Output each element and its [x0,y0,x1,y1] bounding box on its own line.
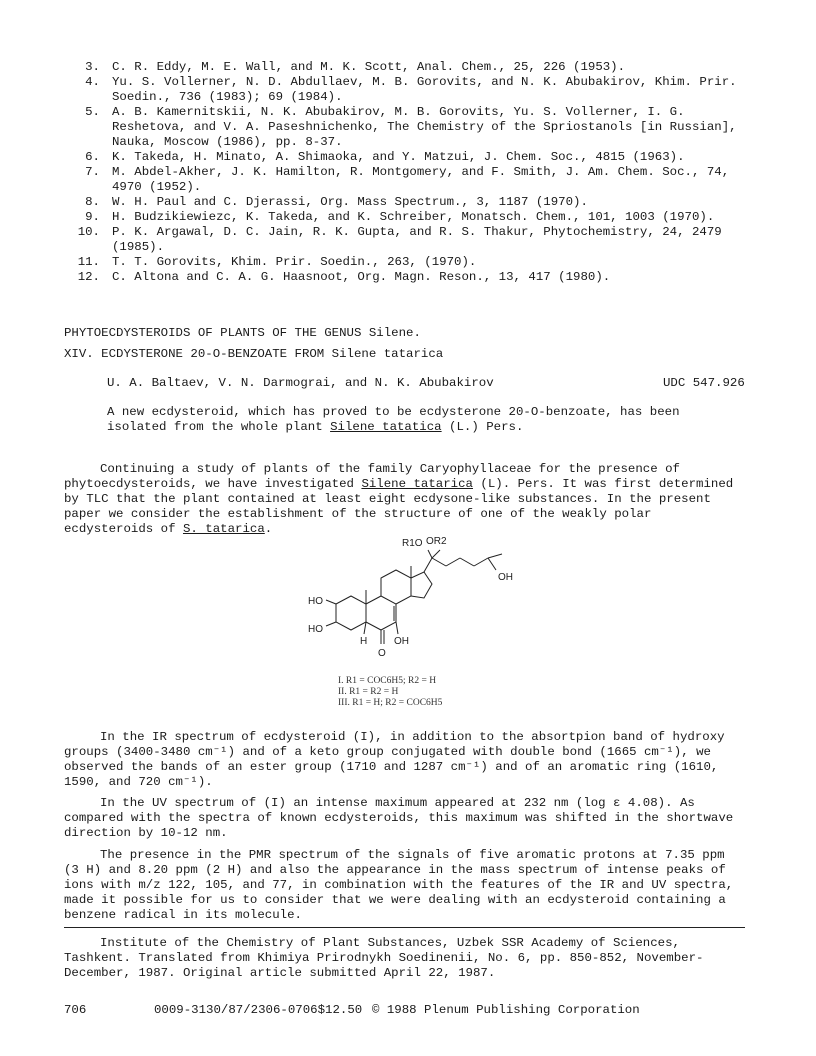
pmr-paragraph: The presence in the PMR spectrum of the signals of five aromatic protons at 7.35 ppm (3 H) and 8.20 ppm (2 H) and also the appearance in the mass spectrum of intense peaks of ions with m/z 122, 105, and 77, in combination with the features of the IR and UV spectra, made it possible for us to consider that we were dealing with an ecdysteroid containing a benzene radical in its molecule. [64,848,734,922]
reference-number: 7. [85,165,100,179]
structure-bonds [326,550,502,644]
ir-paragraph: In the IR spectrum of ecdysteroid (I), in addition to the absortpion band of hydroxy groups (3400-3480 cm⁻¹) and of a keto group conjugated with double bond (1665 cm⁻¹), we observed the bands of an ester group (1710 and 1287 cm⁻¹) and of an aromatic ring (1610, 1590, and 720 cm⁻¹). [64,730,725,789]
reference-item [64,255,754,270]
reference-item [64,225,754,255]
abstract [107,405,723,435]
reference-number: 4. [85,75,100,89]
article-title-line2: XIV. ECDYSTERONE 20-O-BENZOATE FROM Silene tatarica [64,347,444,361]
intro-text-end: . [264,522,273,536]
structure-label-r1o: R1O [402,538,423,549]
copyright: © 1988 Plenum Publishing Corporation [372,1003,640,1017]
abstract-text-end: (L.) Pers. [441,420,524,434]
intro-species-short: S. tatarica [182,522,265,536]
legend-line: I. R1 = COC6H5; R2 = H [338,676,437,686]
reference-text: Yu. S. Vollerner, N. D. Abdullaev, M. B. Gorovits, and N. K. Abubakirov, Khim. Prir. Soedin., 736 (1983); 69 (1984). [112,75,737,104]
reference-number: 12. [77,270,100,284]
reference-text: W. H. Paul and C. Djerassi, Org. Mass Spectrum., 3, 1187 (1970). [112,195,588,209]
reference-number: 8. [85,195,100,209]
structure-label-or2: OR2 [426,536,447,547]
uv-paragraph: In the UV spectrum of (I) an intense maximum appeared at 232 nm (log ε 4.08). As compared with the spectra of known ecdysteroids, this maximum was shifted in the shortwave direction by 10-12 nm. [64,796,734,840]
intro-paragraph [64,462,744,537]
structure-label-o: O [378,648,386,659]
reference-number: 10. [77,225,100,239]
footnote-divider [64,927,745,928]
legend-line: II. R1 = R2 = H [338,687,399,697]
reference-text: K. Takeda, H. Minato, A. Shimaoka, and Y. Matzui, J. Chem. Soc., 4815 (1963). [112,150,685,164]
reference-number: 5. [85,105,100,119]
reference-text: H. Budzikiewiezc, K. Takeda, and K. Schreiber, Monatsch. Chem., 101, 1003 (1970). [112,210,715,224]
reference-number: 6. [85,150,100,164]
structure-label-ho-2: HO [308,596,323,607]
abstract-text-start: A new ecdysteroid, which has proved to be ecdysterone 20-O-benzoate, has been isolated from the whole plant [107,405,680,434]
intro-text-middle: (L). Pers. It was first determined by TLC that the plant contained at least eight ecdysone-like substances. In the present paper we consider the establishment of the structure of one of the weakly polar ecdysteroids of [64,477,734,536]
reference-text: C. R. Eddy, M. E. Wall, and M. K. Scott, Anal. Chem., 25, 226 (1953). [112,60,626,74]
legend-line: III. R1 = H; R2 = COC6H5 [338,698,443,708]
structure-legend [338,676,442,709]
reference-number: 9. [85,210,100,224]
reference-text: T. T. Gorovits, Khim. Prir. Soedin., 263, (1970). [112,255,477,269]
reference-number: 11. [77,255,100,269]
reference-item [64,75,754,105]
article-code: 0009-3130/87/2306-0706$12.50 [154,1003,363,1017]
abstract-species-name: Silene tatatica [330,420,442,434]
reference-list [64,60,754,285]
reference-item [64,150,754,165]
reference-item [64,105,754,150]
reference-text: A. B. Kamernitskii, N. K. Abubakirov, M. B. Gorovits, Yu. S. Vollerner, I. G. Reshetova, and V. A. Paseshnichenko, The Chemistry of the Spriostanols [in Russian], Nauka, Moscow (1986), pp. 8-37. [112,105,737,149]
reference-text: P. K. Argawal, D. C. Jain, R. K. Gupta, and R. S. Thakur, Phytochemistry, 24, 2479 (1985). [112,225,722,254]
structure-label-oh-14: OH [394,636,409,647]
reference-number: 3. [85,60,100,74]
intro-species-name: Silene tatarica [361,477,473,491]
structure-label-ho-3: HO [308,624,323,635]
intro-text-start: Continuing a study of plants of the family Caryophyllaceae for the presence of phytoecdysteroids, we have investigated [64,462,680,491]
article-title-line1: PHYTOECDYSTEROIDS OF PLANTS OF THE GENUS Silene. [64,326,421,340]
article-authors: U. A. Baltaev, V. N. Darmograi, and N. K. Abubakirov [107,376,494,390]
udc-code: UDC 547.926 [663,376,745,390]
page-number: 706 [64,1003,87,1017]
reference-item [64,270,754,285]
structure-label-oh-side: OH [498,572,513,583]
structure-label-h: H [360,636,368,647]
footnote: Institute of the Chemistry of Plant Substances, Uzbek SSR Academy of Sciences, Tashkent. Translated from Khimiya Prirodnykh Soedinenii, No. 6, pp. 850-852, November-December, 1987. Original article submitted April 22, 1987. [64,936,704,980]
reference-item [64,60,754,75]
reference-item [64,165,754,195]
reference-text: M. Abdel-Akher, J. K. Hamilton, R. Montgomery, and F. Smith, J. Am. Chem. Soc., 74, 4970 (1952). [112,165,730,194]
reference-item [64,195,754,210]
reference-text: C. Altona and C. A. G. Haasnoot, Org. Magn. Reson., 13, 417 (1980). [112,270,611,284]
reference-item [64,210,754,225]
